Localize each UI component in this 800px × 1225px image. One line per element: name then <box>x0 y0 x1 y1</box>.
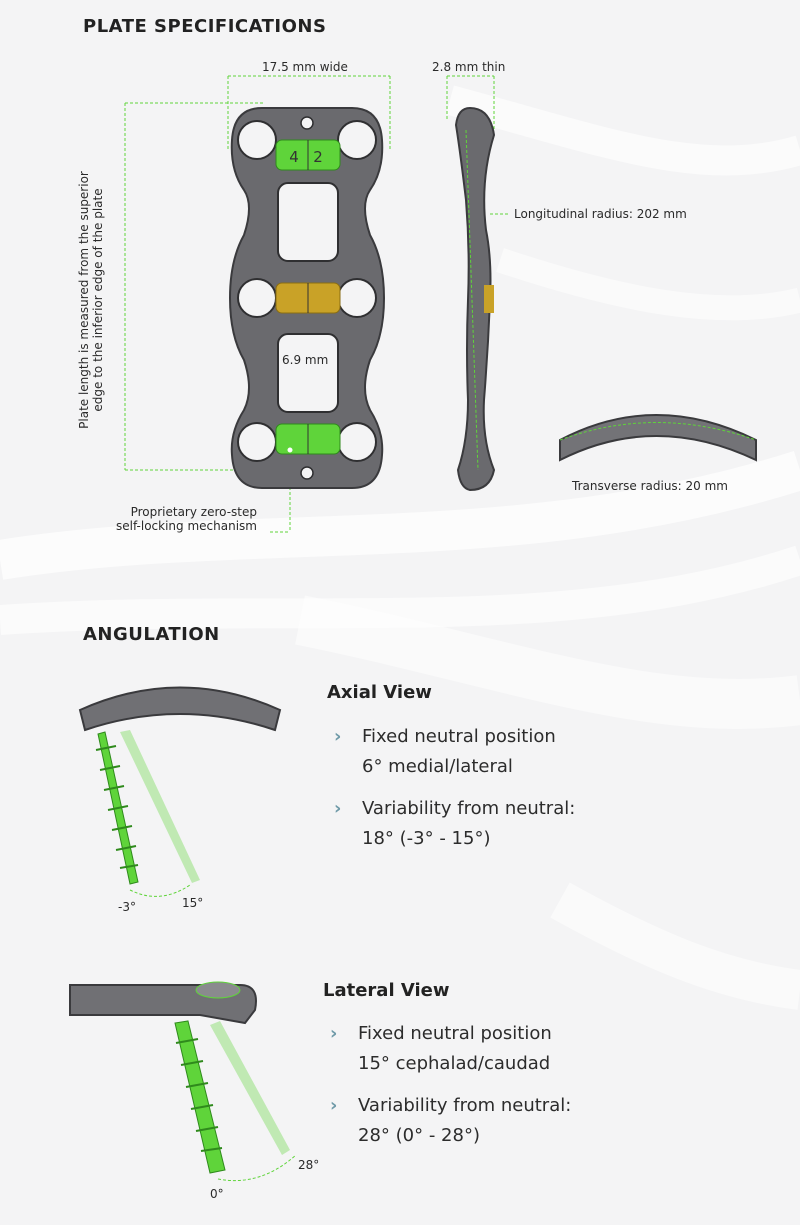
axial-angle-max: 15° <box>182 896 204 910</box>
axial-bullet-list <box>330 722 575 866</box>
list-item: › Variability from neutral: 28° (0° - 28°) <box>330 1095 572 1146</box>
plate-mark-right: 2 <box>313 148 323 166</box>
lateral-angle-min: 0° <box>210 1187 224 1201</box>
axial-screw-illustration <box>60 670 300 930</box>
list-item: › Fixed neutral position 6° medial/lateral <box>334 726 556 777</box>
angulation-heading: ANGULATION <box>83 624 220 645</box>
plate-transverse-view <box>560 415 756 460</box>
length-note: Plate length is measured from the superior edge to the inferior edge of the plate <box>77 171 105 429</box>
lateral-angle-max: 28° <box>298 1158 320 1172</box>
list-item: › Fixed neutral position 15° cephalad/caudad <box>330 1023 552 1074</box>
transverse-label: Transverse radius: 20 mm <box>572 479 728 493</box>
plate-mark-left: 4 <box>289 148 299 166</box>
axial-angle-min: -3° <box>118 900 136 914</box>
lateral-screw-illustration <box>60 965 340 1210</box>
mechanism-label: Proprietary zero-step self-locking mechanism <box>116 505 257 533</box>
thin-label: 2.8 mm thin <box>432 60 506 74</box>
lateral-bullet-list <box>326 1019 571 1163</box>
plate-front <box>230 108 384 488</box>
plate-side-profile <box>456 108 494 490</box>
window-label: 6.9 mm <box>282 353 329 367</box>
list-item: › Variability from neutral: 18° (-3° - 15°) <box>334 798 576 849</box>
lateral-view-title: Lateral View <box>323 980 450 1001</box>
plate-specifications-heading: PLATE SPECIFICATIONS <box>83 16 327 37</box>
width-label: 17.5 mm wide <box>262 60 348 74</box>
axial-view-title: Axial View <box>327 682 432 703</box>
longitudinal-label: Longitudinal radius: 202 mm <box>514 207 687 221</box>
